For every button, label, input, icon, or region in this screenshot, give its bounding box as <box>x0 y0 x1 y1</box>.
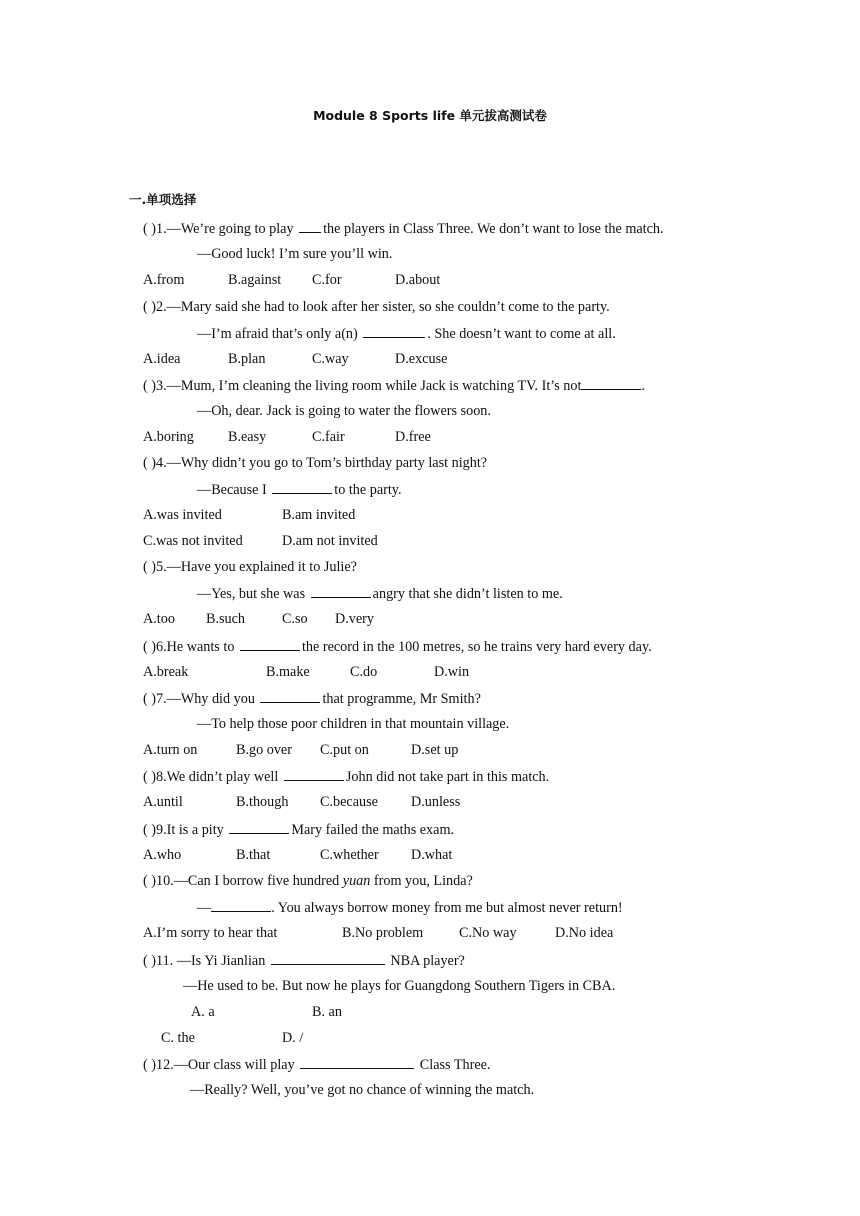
option-a: A. a <box>191 1004 215 1020</box>
option-c: C.whether <box>320 847 379 863</box>
question-10-stem: ( )10.—Can I borrow five hundred yuan from you, Linda? <box>143 873 473 889</box>
answer-blank <box>284 767 344 781</box>
question-4-reply: —Because I to the party. <box>197 482 402 498</box>
question-4-stem: ( )4.—Why didn’t you go to Tom’s birthday party last night? <box>143 455 488 471</box>
question-12-reply: —Really? Well, you’ve got no chance of winning the match. <box>190 1082 535 1098</box>
option-d: D.win <box>434 664 470 680</box>
answer-blank <box>240 637 300 651</box>
question-12-stem: ( )12.—Our class will play Class Three. <box>143 1057 491 1073</box>
option-c: C. the <box>161 1030 195 1046</box>
question-11-stem: ( )11. —Is Yi Jianlian NBA player? <box>143 953 465 969</box>
option-c: C.way <box>312 351 349 367</box>
question-6-stem: ( )6.He wants to the record in the 100 metres, so he trains very hard every day. <box>143 639 652 655</box>
option-b: B.go over <box>236 742 292 758</box>
answer-blank <box>300 1055 414 1069</box>
option-a: A.was invited <box>143 507 222 523</box>
answer-blank <box>229 820 289 834</box>
option-a: A.break <box>143 664 189 680</box>
option-d: D.am not invited <box>282 533 378 549</box>
question-1-stem: ( )1.—We’re going to play the players in Class Three. We don’t want to lose the match. <box>143 221 664 237</box>
answer-blank <box>581 376 641 390</box>
answer-blank <box>272 480 332 494</box>
option-b: B. an <box>312 1004 342 1020</box>
option-b: B.easy <box>228 429 267 445</box>
option-a: A.from <box>143 272 185 288</box>
question-7-stem: ( )7.—Why did you that programme, Mr Smith? <box>143 691 481 707</box>
option-a: A.who <box>143 847 182 863</box>
option-b: B.that <box>236 847 271 863</box>
option-d: D.very <box>335 611 375 627</box>
question-8-stem: ( )8.We didn’t play well John did not take part in this match. <box>143 769 550 785</box>
question-7-reply: —To help those poor children in that mountain village. <box>197 716 510 732</box>
option-d: D.set up <box>411 742 459 758</box>
answer-blank <box>299 219 321 233</box>
question-3-reply: —Oh, dear. Jack is going to water the flowers soon. <box>197 403 491 419</box>
option-d: D.No idea <box>555 925 614 941</box>
option-a: A.idea <box>143 351 181 367</box>
page-title: Module 8 Sports life 单元拔高测试卷 <box>313 108 547 123</box>
option-b: B.No problem <box>342 925 424 941</box>
option-c: C.do <box>350 664 378 680</box>
option-c: C.fair <box>312 429 345 445</box>
option-d: D.excuse <box>395 351 448 367</box>
option-d: D.about <box>395 272 441 288</box>
option-a: A.I’m sorry to hear that <box>143 925 278 941</box>
option-a: A.turn on <box>143 742 198 758</box>
option-a: A.until <box>143 794 183 810</box>
option-c: C.No way <box>459 925 517 941</box>
question-9-stem: ( )9.It is a pity Mary failed the maths exam. <box>143 822 455 838</box>
answer-blank <box>311 584 371 598</box>
question-2-stem: ( )2.—Mary said she had to look after her sister, so she couldn’t come to the party. <box>143 299 610 315</box>
section-heading: 一.单项选择 <box>129 192 197 207</box>
question-5-stem: ( )5.—Have you explained it to Julie? <box>143 559 357 575</box>
question-5-reply: —Yes, but she was angry that she didn’t listen to me. <box>197 586 563 602</box>
option-c: C.for <box>312 272 342 288</box>
option-c: C.because <box>320 794 378 810</box>
option-b: B.against <box>228 272 282 288</box>
answer-blank <box>260 689 320 703</box>
option-b: B.am invited <box>282 507 356 523</box>
question-2-reply: —I’m afraid that’s only a(n) . She doesn’t want to come at all. <box>197 326 616 342</box>
option-a: A.boring <box>143 429 194 445</box>
question-3-stem: ( )3.—Mum, I’m cleaning the living room while Jack is watching TV. It’s not . <box>143 378 645 394</box>
option-d: D. / <box>282 1030 304 1046</box>
option-c: C.put on <box>320 742 369 758</box>
option-b: B.make <box>266 664 310 680</box>
option-b: B.though <box>236 794 289 810</box>
option-c: C.so <box>282 611 308 627</box>
option-a: A.too <box>143 611 175 627</box>
answer-blank <box>271 951 385 965</box>
question-11-reply: —He used to be. But now he plays for Guangdong Southern Tigers in CBA. <box>183 978 616 994</box>
question-10-reply: — . You always borrow money from me but almost never return! <box>197 900 623 916</box>
option-c: C.was not invited <box>143 533 243 549</box>
answer-blank <box>363 324 425 338</box>
option-d: D.free <box>395 429 431 445</box>
option-d: D.unless <box>411 794 461 810</box>
option-b: B.such <box>206 611 246 627</box>
answer-blank <box>211 898 271 912</box>
option-b: B.plan <box>228 351 266 367</box>
option-d: D.what <box>411 847 453 863</box>
question-1-reply: —Good luck! I’m sure you’ll win. <box>197 246 393 262</box>
